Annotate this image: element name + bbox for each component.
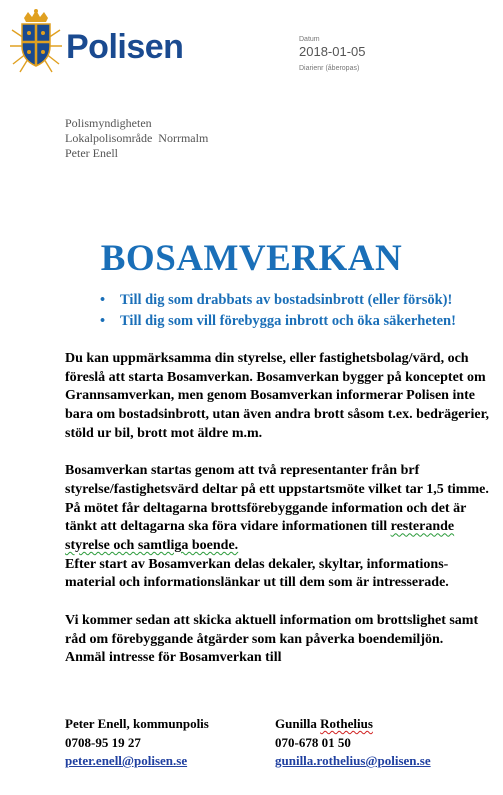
bullet-text: Till dig som drabbats av bostadsinbrott (eller försök)! — [120, 292, 453, 308]
bullet-icon: • — [100, 313, 106, 329]
bullet-text: Till dig som vill förebygga inbrott och öka säkerheten! — [120, 313, 456, 329]
paragraph-start — [65, 462, 495, 556]
paragraph-register: Anmäl intresse för Bosamverkan till — [65, 650, 282, 666]
contact-email-link[interactable]: peter.enell@polisen.se — [65, 753, 188, 768]
paragraph-information: Vi kommer sedan att skicka aktuell information om brottslighet samt råd om förebyggande åtgärder som kan påverka boendemiljön. — [65, 612, 479, 647]
sender-area: Lokalpolisområde Norrmalm — [65, 131, 209, 145]
sender-organization: Polismyndigheten — [65, 116, 152, 130]
bullet-list — [100, 290, 456, 332]
contact-right — [275, 715, 431, 771]
contact-email-link[interactable]: gunilla.rothelius@polisen.se — [275, 753, 431, 768]
contact-phone: 070-678 01 50 — [275, 734, 351, 750]
paragraph-start-main: Bosamverkan startas genom att två representanter från brf styrelse/fastighetsvärd deltar på ett uppstartsmöte vilket tar 1,5 timme. På mötet får deltagarna brottsförebyggande information och det är tänkt att deltagarna ska föra vidare informationen till — [65, 463, 489, 535]
logo-wordmark: Polisen — [66, 28, 184, 66]
bullet-item — [100, 311, 456, 332]
sender-block — [65, 116, 208, 161]
document-meta — [299, 36, 366, 72]
document-title: BOSAMVERKAN — [100, 238, 403, 279]
paragraph-intro: Du kan uppmärksamma din styrelse, eller fastighetsbolag/värd, och föreslå att starta Bosamverkan. Bosamverkan bygger på konceptet om Grannsamverkan, men genom Bosamverkan informerar Polisen inte bara om bostadsinbrott, utan även andra brott såsom t.ex. bedrägerier, stöld ur bil, brott mot äldre m.m. — [65, 351, 490, 441]
paragraph-start-end: resterande styrelse och samtliga boende. — [65, 519, 455, 554]
contact-name — [275, 715, 431, 734]
contact-left — [65, 715, 209, 771]
body-text — [65, 350, 495, 668]
contact-last-name: Rothelius — [320, 716, 373, 731]
diary-label: Diarienr (åberopas) — [299, 65, 360, 72]
police-emblem-icon — [10, 8, 62, 74]
contact-name: Peter Enell, kommunpolis — [65, 716, 209, 731]
sender-name: Peter Enell — [65, 146, 118, 160]
polisen-logo — [10, 8, 190, 74]
date-label: Datum — [299, 36, 320, 43]
contact-phone: 0708-95 19 27 — [65, 734, 141, 750]
bullet-icon: • — [100, 292, 106, 308]
document-date: 2018-01-05 — [299, 44, 366, 59]
paragraph-after-start: Efter start av Bosamverkan delas dekaler, skyltar, informations-material och informationslänkar ut till dem som är intresserade. — [65, 556, 449, 591]
contact-first-name: Gunilla — [275, 716, 317, 731]
bullet-item — [100, 290, 456, 311]
